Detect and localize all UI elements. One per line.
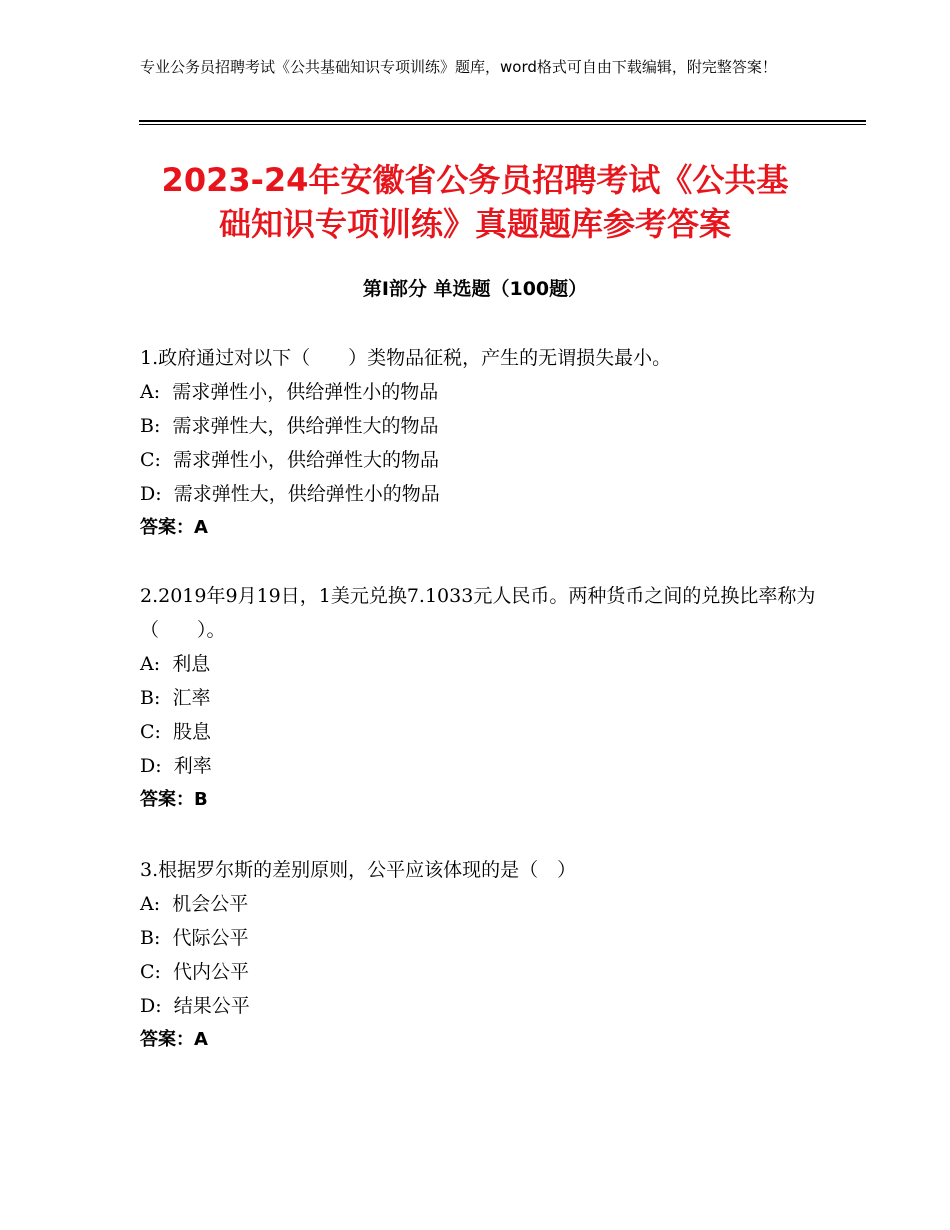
option-b: B: 代际公平	[140, 927, 249, 949]
header-rule-thin	[139, 124, 866, 125]
question-1	[140, 341, 820, 545]
option-d: D: 需求弹性大，供给弹性小的物品	[140, 483, 440, 505]
document-title-line-1: 2023-24年安徽省公务员招聘考试《公共基	[161, 161, 789, 199]
question-2	[140, 579, 820, 817]
question-3	[140, 853, 820, 1057]
option-a: A: 利息	[140, 653, 211, 675]
option-c: C: 股息	[140, 721, 212, 743]
option-b: B: 需求弹性大，供给弹性大的物品	[140, 415, 439, 437]
answer: 答案：B	[140, 789, 208, 810]
option-a: A: 需求弹性小，供给弹性小的物品	[140, 381, 439, 403]
document-title	[100, 158, 850, 246]
option-c: C: 代内公平	[140, 961, 250, 983]
question-stem: 1.政府通过对以下（ ）类物品征税，产生的无谓损失最小。	[140, 347, 672, 369]
header-note: 专业公务员招聘考试《公共基础知识专项训练》题库，word格式可自由下载编辑，附完整答案！	[140, 58, 777, 76]
option-d: D: 利率	[140, 755, 212, 777]
answer: 答案：A	[140, 1029, 208, 1050]
option-a: A: 机会公平	[140, 893, 249, 915]
question-stem: 3.根据罗尔斯的差别原则，公平应该体现的是（ ）	[140, 859, 577, 881]
header-rule-thick	[139, 120, 866, 122]
document-title-line-2: 础知识专项训练》真题题库参考答案	[218, 205, 731, 243]
option-d: D: 结果公平	[140, 995, 250, 1017]
option-b: B: 汇率	[140, 687, 211, 709]
answer: 答案：A	[140, 517, 208, 538]
question-stem: 2.2019年9月19日，1美元兑换7.1033元人民币。两种货币之间的兑换比率称为（ ）。	[140, 585, 816, 641]
section-title: 第Ⅰ部分 单选题（100题）	[362, 278, 588, 300]
option-c: C: 需求弹性小，供给弹性大的物品	[140, 449, 440, 471]
